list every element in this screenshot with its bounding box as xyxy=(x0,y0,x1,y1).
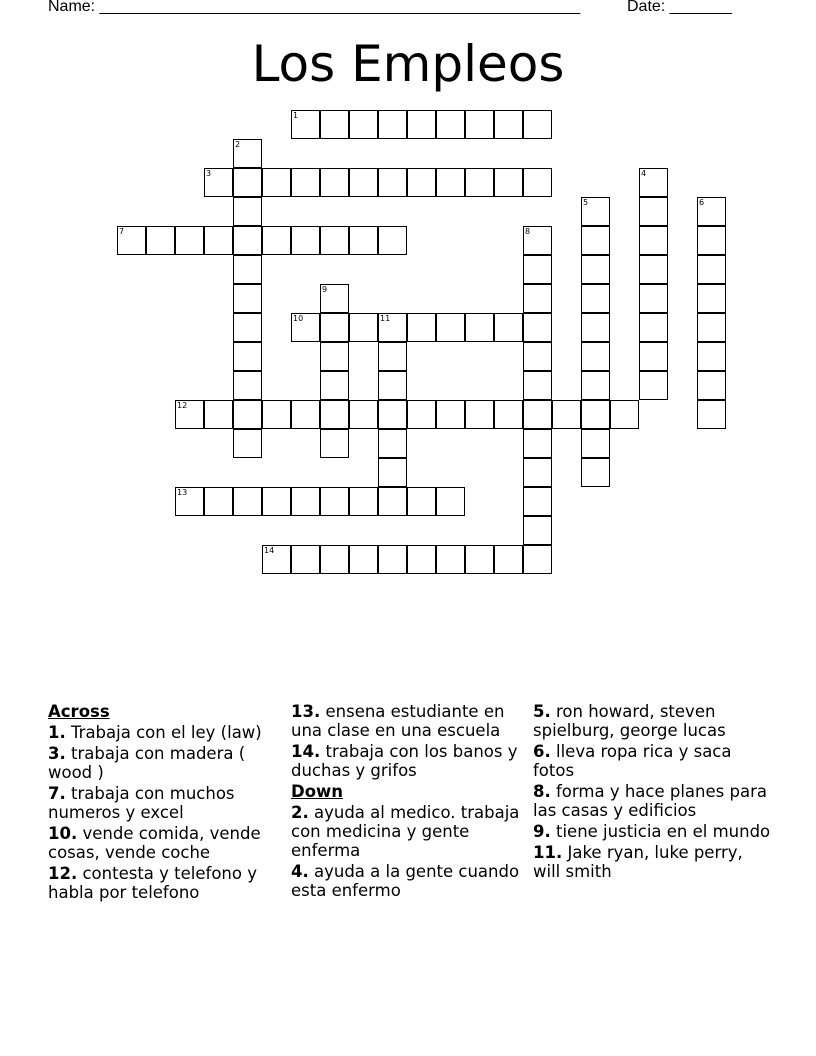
grid-cell[interactable] xyxy=(407,487,436,516)
clue-down-5: 5. ron howard, steven spielburg, george lucas xyxy=(533,702,726,740)
grid-cell[interactable] xyxy=(523,429,552,458)
grid-cell[interactable] xyxy=(523,110,552,139)
clue-across-10: 10. vende comida, vende cosas, vende coche xyxy=(48,824,261,862)
grid-cell[interactable] xyxy=(349,400,378,429)
grid-cell[interactable] xyxy=(378,487,407,516)
grid-cell[interactable] xyxy=(523,545,552,574)
grid-cell[interactable] xyxy=(581,313,610,342)
clue-number: 3 xyxy=(206,169,212,178)
grid-cell[interactable] xyxy=(320,371,349,400)
grid-cell[interactable] xyxy=(639,226,668,255)
grid-cell[interactable] xyxy=(523,168,552,197)
grid-cell[interactable] xyxy=(697,255,726,284)
grid-cell[interactable] xyxy=(697,226,726,255)
name-field: Name: ______________________________________________________ xyxy=(48,0,581,15)
grid-cell[interactable] xyxy=(581,284,610,313)
grid-cell[interactable] xyxy=(378,342,407,371)
grid-cell[interactable] xyxy=(494,168,523,197)
grid-cell[interactable] xyxy=(378,226,407,255)
grid-cell[interactable] xyxy=(697,284,726,313)
grid-cell[interactable] xyxy=(175,226,204,255)
grid-cell[interactable] xyxy=(697,313,726,342)
grid-cell[interactable] xyxy=(407,110,436,139)
grid-cell[interactable] xyxy=(523,400,552,429)
clue-down-9: 9. tiene justicia en el mundo xyxy=(533,822,771,841)
grid-cell[interactable] xyxy=(378,545,407,574)
grid-cell[interactable] xyxy=(320,110,349,139)
grid-cell[interactable] xyxy=(291,168,320,197)
grid-cell[interactable] xyxy=(436,487,465,516)
grid-cell[interactable] xyxy=(204,168,233,197)
grid-cell[interactable] xyxy=(233,226,262,255)
clue-across-7: 7. trabaja con muchos numeros y excel xyxy=(48,784,235,822)
grid-cell[interactable] xyxy=(349,110,378,139)
clue-number: 10 xyxy=(293,314,304,323)
clue-across-12: 12. contesta y telefono y habla por telefono xyxy=(48,864,257,902)
grid-cell[interactable] xyxy=(523,255,552,284)
grid-cell[interactable] xyxy=(494,313,523,342)
grid-cell[interactable] xyxy=(204,487,233,516)
grid-cell[interactable] xyxy=(175,400,204,429)
grid-cell[interactable] xyxy=(436,400,465,429)
grid-cell[interactable] xyxy=(639,284,668,313)
grid-cell[interactable] xyxy=(378,313,407,342)
grid-cell[interactable] xyxy=(204,400,233,429)
grid-cell[interactable] xyxy=(639,255,668,284)
grid-cell[interactable] xyxy=(233,284,262,313)
grid-cell[interactable] xyxy=(320,284,349,313)
page-title: Los Empleos xyxy=(251,35,565,93)
clue-across-14: 14. trabaja con los banos y duchas y grifos xyxy=(291,742,518,780)
clue-across-13: 13. ensena estudiante en una clase en una escuela xyxy=(291,702,505,740)
grid-cell[interactable] xyxy=(233,487,262,516)
grid-cell[interactable] xyxy=(639,313,668,342)
grid-cell[interactable] xyxy=(262,545,291,574)
clue-down-2: 2. ayuda al medico. trabaja con medicina y gente enferma xyxy=(291,803,520,860)
grid-cell[interactable] xyxy=(204,226,233,255)
grid-cell[interactable] xyxy=(320,313,349,342)
grid-cell[interactable] xyxy=(117,226,146,255)
clue-number: 1 xyxy=(293,111,299,120)
clue-number: 12 xyxy=(177,401,188,410)
grid-cell[interactable] xyxy=(262,168,291,197)
grid-cell[interactable] xyxy=(349,487,378,516)
grid-cell[interactable] xyxy=(146,226,175,255)
grid-cell[interactable] xyxy=(262,226,291,255)
grid-cell[interactable] xyxy=(320,226,349,255)
grid-cell[interactable] xyxy=(581,342,610,371)
grid-cell[interactable] xyxy=(581,197,610,226)
grid-cell[interactable] xyxy=(639,168,668,197)
grid-cell[interactable] xyxy=(581,400,610,429)
date-field: Date: _______ xyxy=(627,0,732,15)
grid-cell[interactable] xyxy=(581,429,610,458)
clue-number: 11 xyxy=(380,314,391,323)
grid-cell[interactable] xyxy=(639,342,668,371)
clue-down-11: 11. Jake ryan, luke perry, will smith xyxy=(533,843,743,881)
grid-cell[interactable] xyxy=(465,110,494,139)
grid-cell[interactable] xyxy=(349,313,378,342)
clue-number: 9 xyxy=(322,285,328,294)
grid-cell[interactable] xyxy=(697,197,726,226)
grid-cell[interactable] xyxy=(320,545,349,574)
grid-cell[interactable] xyxy=(175,487,204,516)
grid-cell[interactable] xyxy=(436,545,465,574)
across-heading: Across xyxy=(48,702,110,721)
grid-cell[interactable] xyxy=(610,400,639,429)
clue-down-8: 8. forma y hace planes para las casas y edificios xyxy=(533,782,767,820)
grid-cell[interactable] xyxy=(233,371,262,400)
grid-cell[interactable] xyxy=(233,313,262,342)
clues-column-1 xyxy=(48,702,283,904)
grid-cell[interactable] xyxy=(697,371,726,400)
clues-column-2 xyxy=(291,702,526,902)
grid-cell[interactable] xyxy=(320,487,349,516)
grid-cell[interactable] xyxy=(378,168,407,197)
grid-cell[interactable] xyxy=(494,110,523,139)
grid-cell[interactable] xyxy=(320,400,349,429)
grid-cell[interactable] xyxy=(233,400,262,429)
grid-cell[interactable] xyxy=(552,400,581,429)
grid-cell[interactable] xyxy=(407,168,436,197)
grid-cell[interactable] xyxy=(233,429,262,458)
grid-cell[interactable] xyxy=(378,458,407,487)
grid-cell[interactable] xyxy=(320,342,349,371)
grid-cell[interactable] xyxy=(349,168,378,197)
grid-cell[interactable] xyxy=(697,342,726,371)
grid-cell[interactable] xyxy=(523,458,552,487)
grid-cell[interactable] xyxy=(378,110,407,139)
grid-cell[interactable] xyxy=(349,545,378,574)
grid-cell[interactable] xyxy=(233,168,262,197)
grid-cell[interactable] xyxy=(436,110,465,139)
grid-cell[interactable] xyxy=(523,342,552,371)
grid-cell[interactable] xyxy=(233,342,262,371)
clue-down-4: 4. ayuda a la gente cuando esta enfermo xyxy=(291,862,520,900)
grid-cell[interactable] xyxy=(378,371,407,400)
grid-cell[interactable] xyxy=(581,371,610,400)
clue-number: 13 xyxy=(177,488,188,497)
grid-cell[interactable] xyxy=(581,255,610,284)
clue-number: 6 xyxy=(699,198,705,207)
clue-number: 14 xyxy=(264,546,275,555)
grid-cell[interactable] xyxy=(349,226,378,255)
grid-cell[interactable] xyxy=(291,400,320,429)
grid-cell[interactable] xyxy=(639,197,668,226)
clue-number: 5 xyxy=(583,198,589,207)
grid-cell[interactable] xyxy=(407,313,436,342)
grid-cell[interactable] xyxy=(291,313,320,342)
grid-cell[interactable] xyxy=(697,400,726,429)
grid-cell[interactable] xyxy=(407,400,436,429)
grid-cell[interactable] xyxy=(262,400,291,429)
grid-cell[interactable] xyxy=(581,458,610,487)
grid-cell[interactable] xyxy=(465,168,494,197)
grid-cell[interactable] xyxy=(581,226,610,255)
grid-cell[interactable] xyxy=(378,400,407,429)
down-heading: Down xyxy=(291,782,344,801)
grid-cell[interactable] xyxy=(523,371,552,400)
grid-cell[interactable] xyxy=(378,429,407,458)
grid-cell[interactable] xyxy=(320,168,349,197)
clue-down-6: 6. lleva ropa rica y saca fotos xyxy=(533,742,732,780)
grid-cell[interactable] xyxy=(320,429,349,458)
clue-number: 4 xyxy=(641,169,647,178)
grid-cell[interactable] xyxy=(465,545,494,574)
grid-cell[interactable] xyxy=(436,168,465,197)
clue-number: 8 xyxy=(525,227,531,236)
grid-cell[interactable] xyxy=(465,313,494,342)
clue-across-1: 1. Trabaja con el ley (law) xyxy=(48,723,262,742)
grid-cell[interactable] xyxy=(494,545,523,574)
grid-cell[interactable] xyxy=(523,516,552,545)
grid-cell[interactable] xyxy=(465,400,494,429)
grid-cell[interactable] xyxy=(523,284,552,313)
clue-number: 2 xyxy=(235,140,241,149)
grid-cell[interactable] xyxy=(639,371,668,400)
grid-cell[interactable] xyxy=(523,487,552,516)
grid-cell[interactable] xyxy=(523,226,552,255)
grid-cell[interactable] xyxy=(233,255,262,284)
grid-cell[interactable] xyxy=(407,545,436,574)
grid-cell[interactable] xyxy=(233,139,262,168)
grid-cell[interactable] xyxy=(291,545,320,574)
clues-column-3 xyxy=(533,702,773,883)
clue-number: 7 xyxy=(119,227,125,236)
grid-cell[interactable] xyxy=(436,313,465,342)
grid-cell[interactable] xyxy=(233,197,262,226)
grid-cell[interactable] xyxy=(523,313,552,342)
grid-cell[interactable] xyxy=(291,487,320,516)
grid-cell[interactable] xyxy=(494,400,523,429)
grid-cell[interactable] xyxy=(291,110,320,139)
grid-cell[interactable] xyxy=(262,487,291,516)
clue-across-3: 3. trabaja con madera ( wood ) xyxy=(48,744,246,782)
grid-cell[interactable] xyxy=(291,226,320,255)
